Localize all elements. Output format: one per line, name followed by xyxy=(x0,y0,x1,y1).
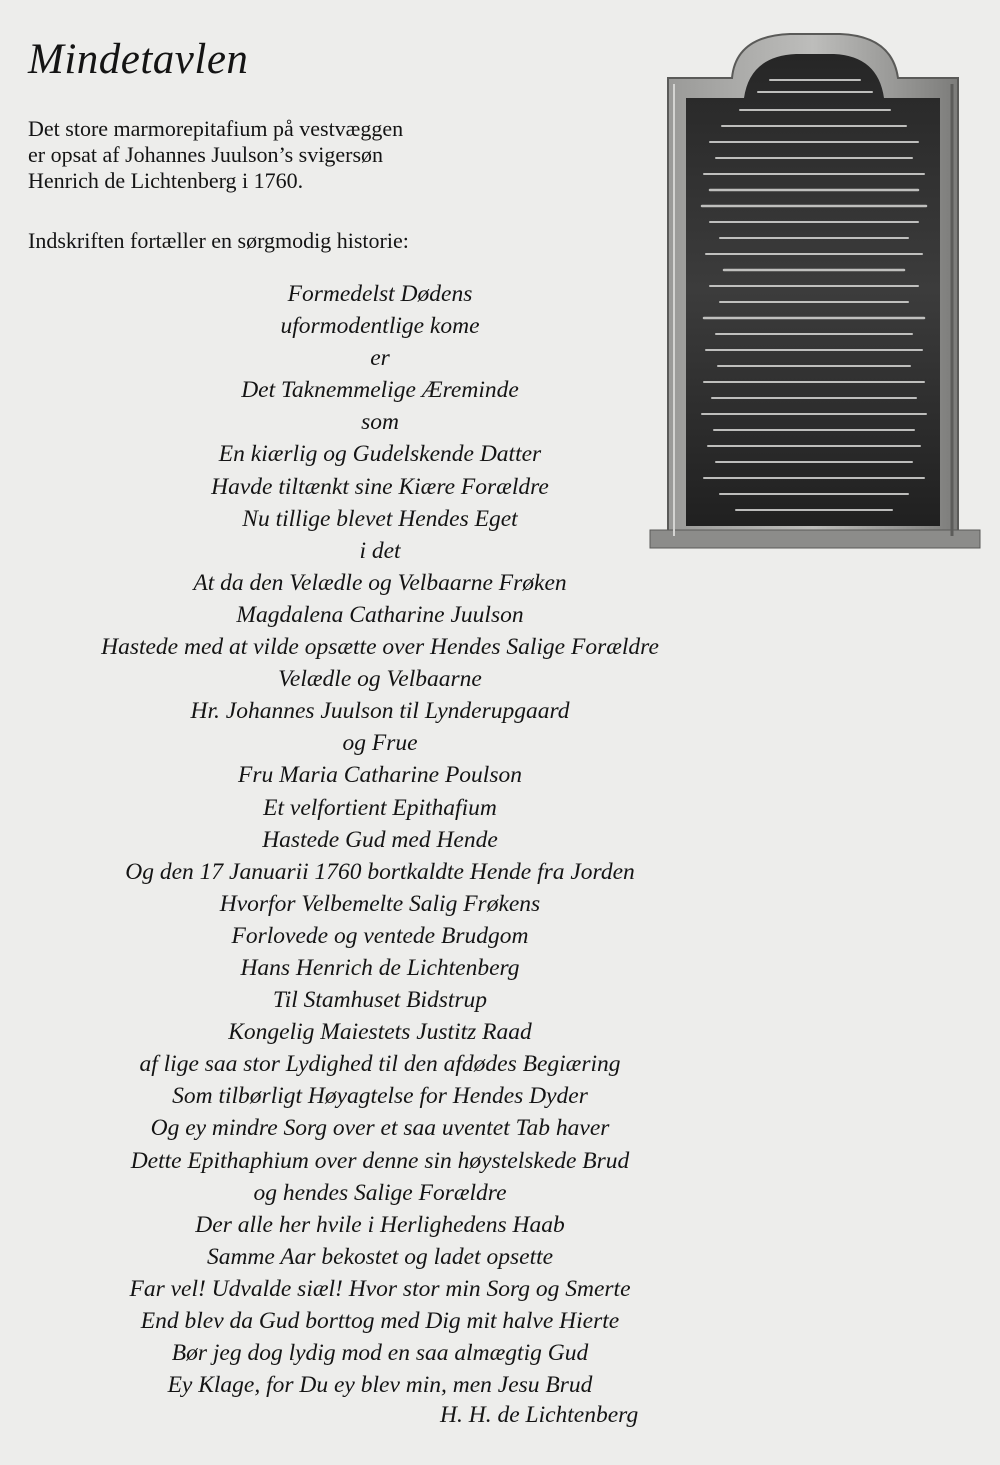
inscription-line: Fru Maria Catharine Poulson xyxy=(238,762,522,789)
inscription-line: Formedelst Dødens xyxy=(287,281,473,307)
lead-sentence: Indskriften fortæller en sørgmodig historie: xyxy=(28,228,409,253)
inscription-line: Kongelig Maiestets Justitz Raad xyxy=(228,1019,532,1046)
inscription-line: Havde tiltænkt sine Kiære Forældre xyxy=(211,473,549,500)
intro-line: Henrich de Lichtenberg i 1760. xyxy=(28,168,304,193)
inscription-line: Og ey mindre Sorg over et saa uventet Tab haver xyxy=(150,1115,610,1142)
inscription-line: i det xyxy=(359,537,401,564)
intro-line: er opsat af Johannes Juulson’s svigersøn xyxy=(28,142,384,167)
inscription-line: af lige saa stor Lydighed til den afdødes Begiæring xyxy=(139,1051,621,1078)
inscription-line: Magdalena Catharine Juulson xyxy=(236,601,524,628)
inscription-line: uformodentlige kome xyxy=(280,313,480,340)
inscription-line: At da den Velædle og Velbaarne Frøken xyxy=(193,569,567,596)
inscription-line: Hastede Gud med Hende xyxy=(262,826,498,853)
inscription-line: Dette Epithaphium over denne sin høystelskede Brud xyxy=(130,1147,630,1174)
inscription-line: Til Stamhuset Bidstrup xyxy=(272,987,488,1014)
intro-paragraph xyxy=(28,116,588,194)
inscription-line: En kiærlig og Gudelskende Datter xyxy=(218,441,542,468)
inscription-line: og hendes Salige Forældre xyxy=(253,1179,507,1206)
inscription-line: Forlovede og ventede Brudgom xyxy=(231,922,529,949)
intro-line: Det store marmorepitafium på vestvæggen xyxy=(28,116,404,141)
inscription-line: Hvorfor Velbemelte Salig Frøkens xyxy=(219,890,541,917)
inscription-line: Far vel! Udvalde siæl! Hvor stor min Sorg og Smerte xyxy=(129,1275,631,1302)
inscription-line: Ey Klage, for Du ey blev min, men Jesu Brud xyxy=(167,1372,593,1399)
inscription-line: Velædle og Velbaarne xyxy=(278,666,482,693)
inscription-line: Det Taknemmelige Æreminde xyxy=(241,377,519,404)
inscription-line: og Frue xyxy=(342,730,418,757)
inscription-line: er xyxy=(370,345,390,372)
inscription-line: Der alle her hvile i Herlighedens Haab xyxy=(195,1211,565,1238)
signature: H. H. de Lichtenberg xyxy=(440,1402,639,1428)
epitaph-plaque-photo xyxy=(640,30,985,550)
inscription-line: Hr. Johannes Juulson til Lynderupgaard xyxy=(190,698,570,725)
inscription-line: Og den 17 Januarii 1760 bortkaldte Hende fra Jorden xyxy=(125,858,635,885)
inscription-line: End blev da Gud borttog med Dig mit halve Hierte xyxy=(140,1308,620,1334)
inscription-line: Nu tillige blevet Hendes Eget xyxy=(242,505,518,532)
inscription-line: Hastede med at vilde opsætte over Hendes Salige Forældre xyxy=(101,634,659,661)
inscription-line: som xyxy=(361,409,399,436)
inscription-line: Bør jeg dog lydig mod en saa almægtig Gud xyxy=(171,1340,589,1367)
page-title: Mindetavlen xyxy=(28,36,249,83)
inscription-line: Som tilbørligt Høyagtelse for Hendes Dyder xyxy=(172,1083,588,1110)
inscription-line: Samme Aar bekostet og ladet opsette xyxy=(206,1243,554,1270)
inscription-line: Hans Henrich de Lichtenberg xyxy=(240,954,520,981)
inscription-line: Et velfortient Epithafium xyxy=(263,794,497,821)
